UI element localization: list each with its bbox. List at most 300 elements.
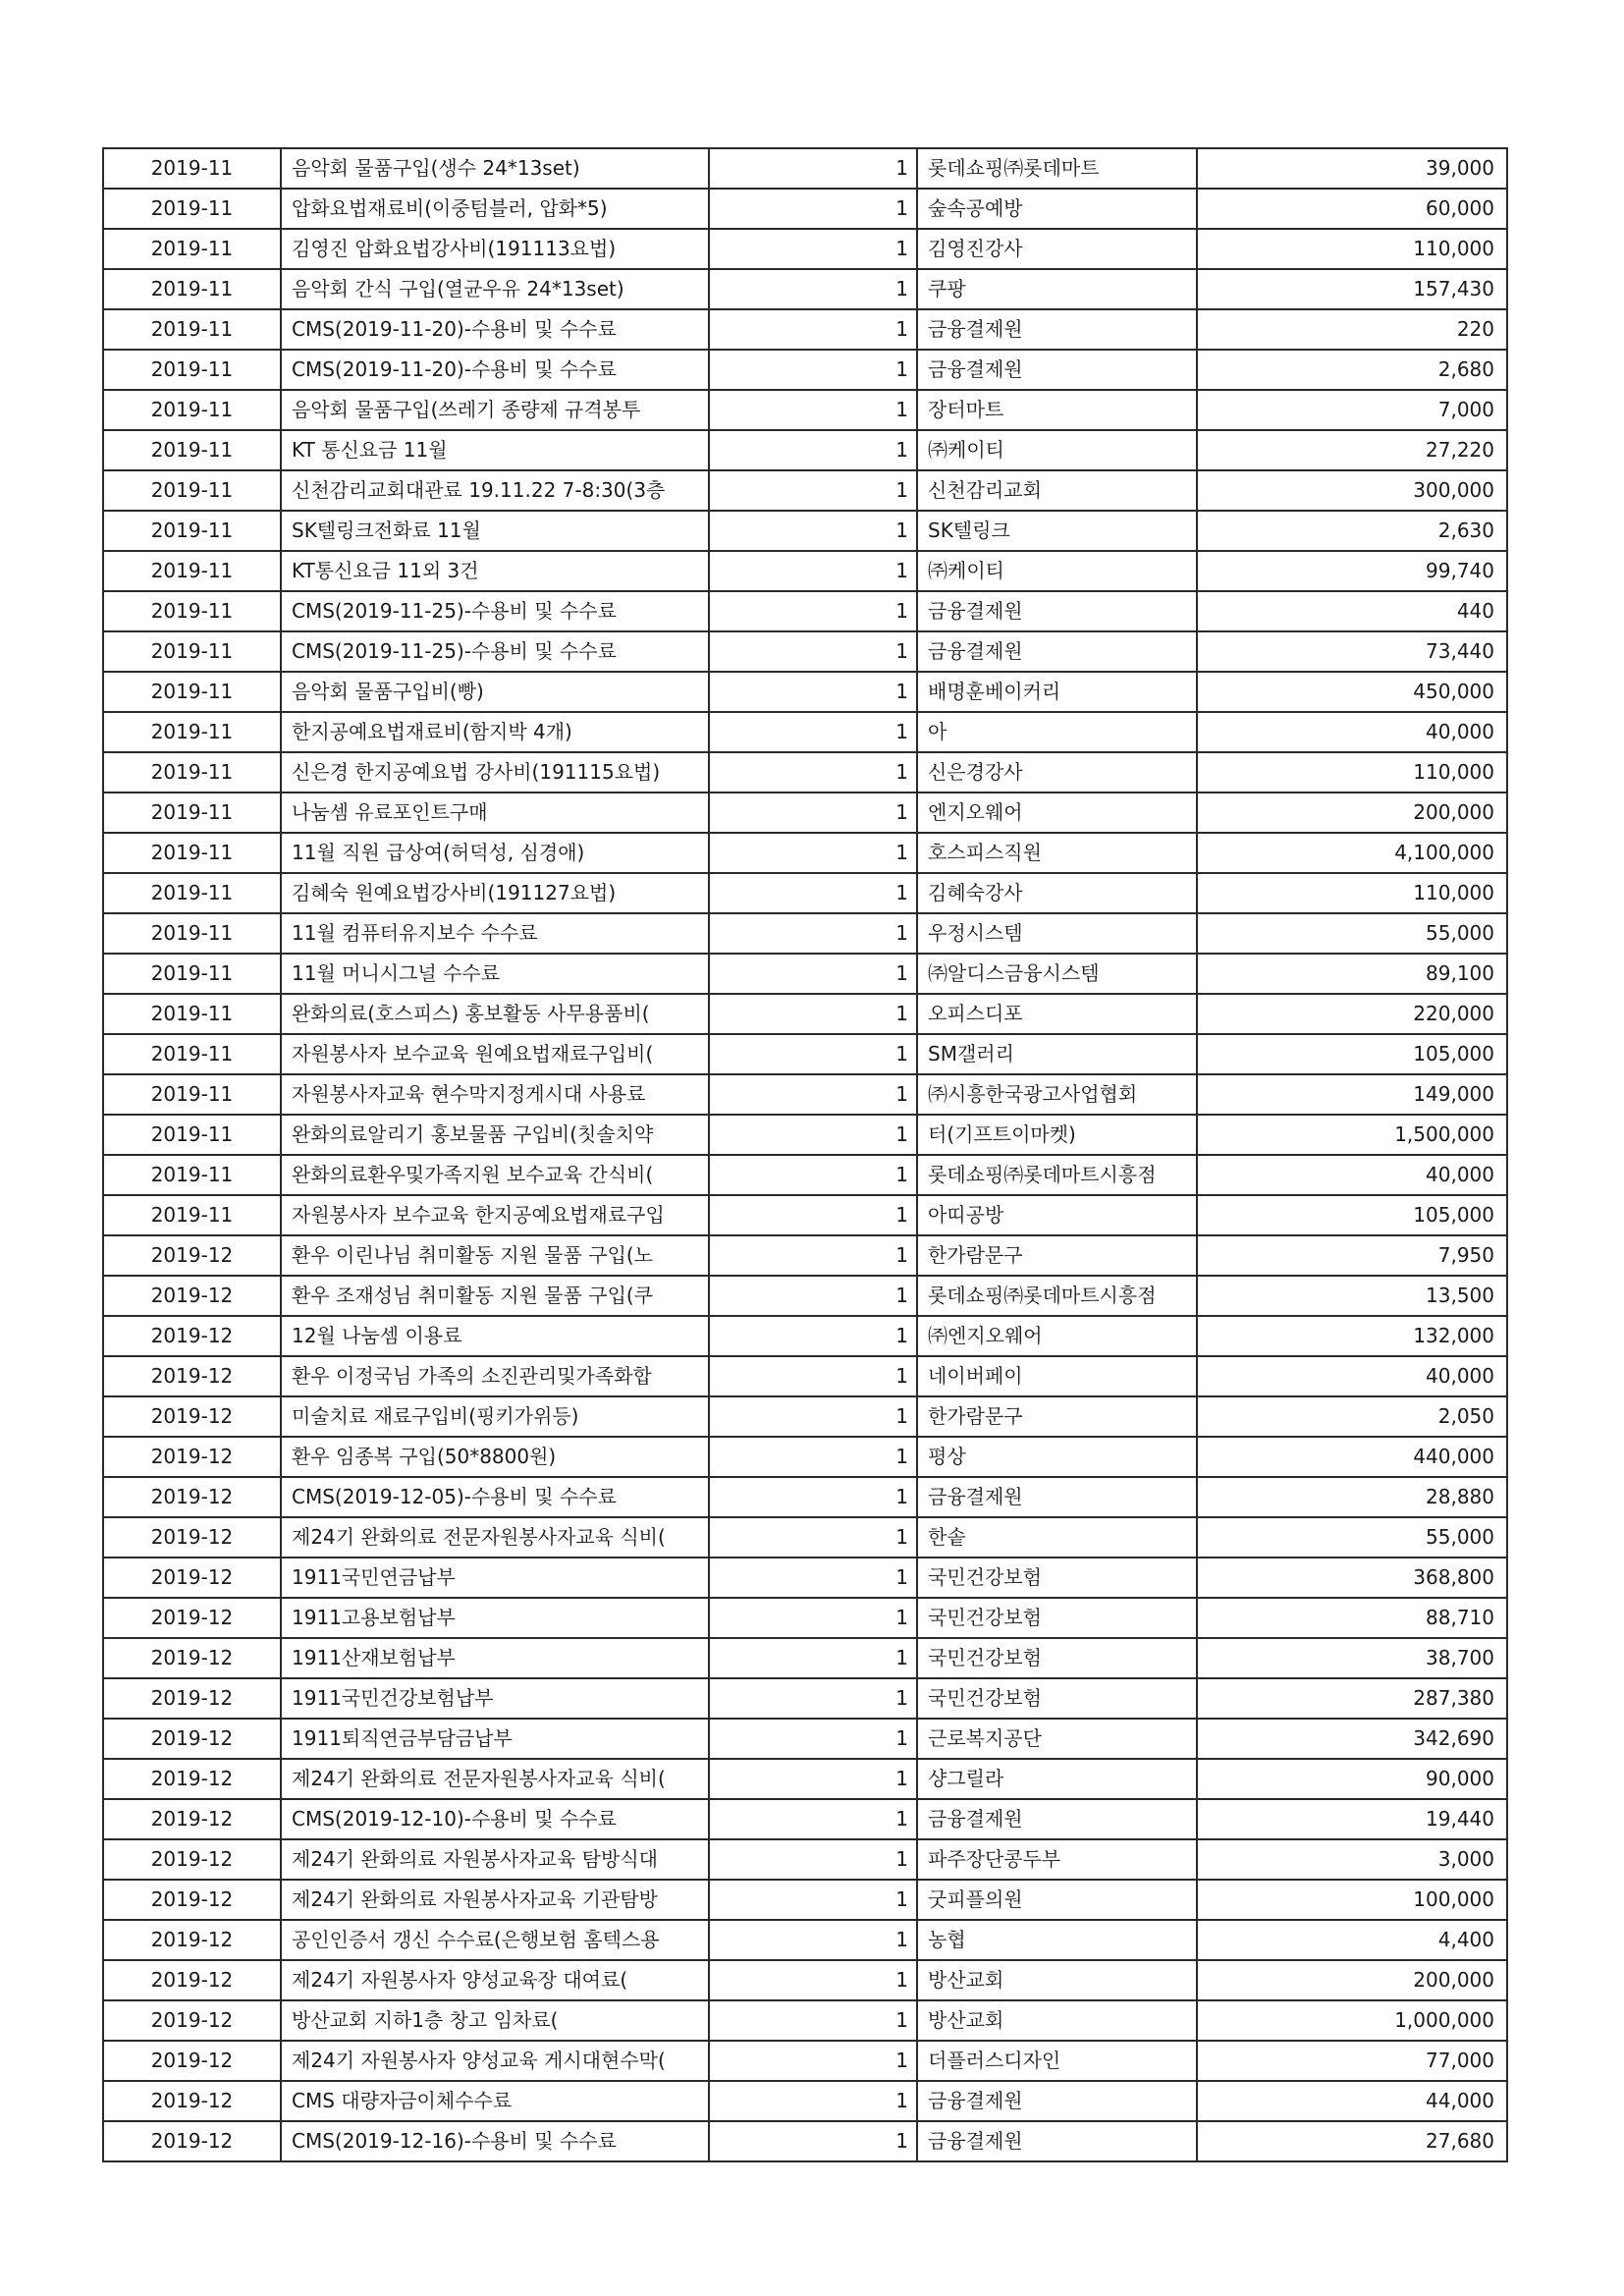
quantity-cell: 1 bbox=[709, 1678, 917, 1719]
month-cell: 2019-12 bbox=[103, 1356, 281, 1396]
month-cell: 2019-11 bbox=[103, 793, 281, 833]
table-row bbox=[103, 1356, 1507, 1396]
quantity-cell: 1 bbox=[709, 1960, 917, 2000]
vendor-cell: 금융결제원 bbox=[917, 591, 1197, 631]
description-cell: 1911산재보험납부 bbox=[281, 1638, 709, 1678]
quantity-cell: 1 bbox=[709, 1477, 917, 1517]
vendor-cell: 김영진강사 bbox=[917, 229, 1197, 269]
amount-cell: 110,000 bbox=[1197, 752, 1507, 793]
month-cell: 2019-11 bbox=[103, 873, 281, 913]
quantity-cell: 1 bbox=[709, 1155, 917, 1195]
month-cell: 2019-11 bbox=[103, 551, 281, 591]
description-cell: 제24기 완화의료 전문자원봉사자교육 식비( bbox=[281, 1759, 709, 1799]
table-row bbox=[103, 229, 1507, 269]
month-cell: 2019-11 bbox=[103, 1155, 281, 1195]
amount-cell: 300,000 bbox=[1197, 470, 1507, 511]
vendor-cell: ㈜엔지오웨어 bbox=[917, 1316, 1197, 1356]
amount-cell: 4,100,000 bbox=[1197, 833, 1507, 873]
month-cell: 2019-12 bbox=[103, 2000, 281, 2041]
quantity-cell: 1 bbox=[709, 1920, 917, 1960]
amount-cell: 27,680 bbox=[1197, 2121, 1507, 2161]
month-cell: 2019-12 bbox=[103, 1799, 281, 1839]
description-cell: 음악회 물품구입(쓰레기 종량제 규격봉투 bbox=[281, 390, 709, 430]
amount-cell: 13,500 bbox=[1197, 1276, 1507, 1316]
vendor-cell: 터(기프트이마켓) bbox=[917, 1115, 1197, 1155]
quantity-cell: 1 bbox=[709, 1719, 917, 1759]
table-row bbox=[103, 2000, 1507, 2041]
description-cell: 12월 나눔셈 이용료 bbox=[281, 1316, 709, 1356]
month-cell: 2019-12 bbox=[103, 1920, 281, 1960]
table-row bbox=[103, 954, 1507, 994]
quantity-cell: 1 bbox=[709, 1316, 917, 1356]
table-row bbox=[103, 269, 1507, 309]
vendor-cell: 국민건강보험 bbox=[917, 1638, 1197, 1678]
vendor-cell: 금융결제원 bbox=[917, 1799, 1197, 1839]
amount-cell: 28,880 bbox=[1197, 1477, 1507, 1517]
table-row bbox=[103, 189, 1507, 229]
vendor-cell: ㈜케이티 bbox=[917, 551, 1197, 591]
description-cell: CMS(2019-12-16)-수용비 및 수수료 bbox=[281, 2121, 709, 2161]
description-cell: 자원봉사자 보수교육 한지공예요법재료구입 bbox=[281, 1195, 709, 1235]
month-cell: 2019-11 bbox=[103, 269, 281, 309]
description-cell: CMS(2019-11-25)-수용비 및 수수료 bbox=[281, 591, 709, 631]
description-cell: 제24기 완화의료 자원봉사자교육 탐방식대 bbox=[281, 1839, 709, 1880]
description-cell: CMS(2019-11-20)-수용비 및 수수료 bbox=[281, 350, 709, 390]
description-cell: 미술치료 재료구입비(핑키가위등) bbox=[281, 1396, 709, 1437]
quantity-cell: 1 bbox=[709, 390, 917, 430]
vendor-cell: 평상 bbox=[917, 1437, 1197, 1477]
month-cell: 2019-11 bbox=[103, 430, 281, 470]
table-row bbox=[103, 793, 1507, 833]
table-row bbox=[103, 551, 1507, 591]
vendor-cell: 네이버페이 bbox=[917, 1356, 1197, 1396]
table-row bbox=[103, 1799, 1507, 1839]
table-row bbox=[103, 1477, 1507, 1517]
quantity-cell: 1 bbox=[709, 1074, 917, 1115]
description-cell: 환우 이정국님 가족의 소진관리및가족화합 bbox=[281, 1356, 709, 1396]
description-cell: 환우 이린나님 취미활동 지원 물품 구입(노 bbox=[281, 1235, 709, 1276]
quantity-cell: 1 bbox=[709, 430, 917, 470]
month-cell: 2019-11 bbox=[103, 712, 281, 752]
vendor-cell: 근로복지공단 bbox=[917, 1719, 1197, 1759]
amount-cell: 7,950 bbox=[1197, 1235, 1507, 1276]
amount-cell: 40,000 bbox=[1197, 1356, 1507, 1396]
vendor-cell: 국민건강보험 bbox=[917, 1598, 1197, 1638]
table-row bbox=[103, 712, 1507, 752]
description-cell: 제24기 자원봉사자 양성교육 게시대현수막( bbox=[281, 2041, 709, 2081]
amount-cell: 110,000 bbox=[1197, 873, 1507, 913]
month-cell: 2019-12 bbox=[103, 1517, 281, 1558]
month-cell: 2019-12 bbox=[103, 1960, 281, 2000]
month-cell: 2019-11 bbox=[103, 309, 281, 350]
amount-cell: 3,000 bbox=[1197, 1839, 1507, 1880]
table-row bbox=[103, 1235, 1507, 1276]
month-cell: 2019-11 bbox=[103, 511, 281, 551]
quantity-cell: 1 bbox=[709, 1638, 917, 1678]
description-cell: 방산교회 지하1층 창고 임차료( bbox=[281, 2000, 709, 2041]
amount-cell: 132,000 bbox=[1197, 1316, 1507, 1356]
amount-cell: 440 bbox=[1197, 591, 1507, 631]
quantity-cell: 1 bbox=[709, 994, 917, 1034]
description-cell: 완화의료환우및가족지원 보수교육 간식비( bbox=[281, 1155, 709, 1195]
description-cell: 완화의료(호스피스) 홍보활동 사무용품비( bbox=[281, 994, 709, 1034]
table-row bbox=[103, 350, 1507, 390]
month-cell: 2019-11 bbox=[103, 229, 281, 269]
description-cell: 자원봉사자 보수교육 원예요법재료구입비( bbox=[281, 1034, 709, 1074]
quantity-cell: 1 bbox=[709, 1437, 917, 1477]
month-cell: 2019-12 bbox=[103, 1477, 281, 1517]
vendor-cell: 샹그릴라 bbox=[917, 1759, 1197, 1799]
table-row bbox=[103, 1437, 1507, 1477]
quantity-cell: 1 bbox=[709, 1759, 917, 1799]
quantity-cell: 1 bbox=[709, 1517, 917, 1558]
quantity-cell: 1 bbox=[709, 1598, 917, 1638]
table-row bbox=[103, 1155, 1507, 1195]
description-cell: 한지공예요법재료비(함지박 4개) bbox=[281, 712, 709, 752]
vendor-cell: SK텔링크 bbox=[917, 511, 1197, 551]
quantity-cell: 1 bbox=[709, 148, 917, 189]
vendor-cell: 금융결제원 bbox=[917, 350, 1197, 390]
description-cell: 11월 머니시그널 수수료 bbox=[281, 954, 709, 994]
quantity-cell: 1 bbox=[709, 913, 917, 954]
table-row bbox=[103, 752, 1507, 793]
quantity-cell: 1 bbox=[709, 873, 917, 913]
quantity-cell: 1 bbox=[709, 2121, 917, 2161]
quantity-cell: 1 bbox=[709, 189, 917, 229]
quantity-cell: 1 bbox=[709, 1115, 917, 1155]
table-row bbox=[103, 1759, 1507, 1799]
vendor-cell: 국민건강보험 bbox=[917, 1678, 1197, 1719]
description-cell: KT 통신요금 11월 bbox=[281, 430, 709, 470]
amount-cell: 77,000 bbox=[1197, 2041, 1507, 2081]
amount-cell: 2,630 bbox=[1197, 511, 1507, 551]
description-cell: 1911국민연금납부 bbox=[281, 1558, 709, 1598]
description-cell: 1911퇴직연금부담금납부 bbox=[281, 1719, 709, 1759]
quantity-cell: 1 bbox=[709, 833, 917, 873]
description-cell: CMS(2019-12-10)-수용비 및 수수료 bbox=[281, 1799, 709, 1839]
vendor-cell: SM갤러리 bbox=[917, 1034, 1197, 1074]
vendor-cell: 금융결제원 bbox=[917, 2081, 1197, 2121]
table-row bbox=[103, 1517, 1507, 1558]
description-cell: 자원봉사자교육 현수막지정게시대 사용료 bbox=[281, 1074, 709, 1115]
description-cell: 완화의료알리기 홍보물품 구입비(칫솔치약 bbox=[281, 1115, 709, 1155]
month-cell: 2019-12 bbox=[103, 2041, 281, 2081]
month-cell: 2019-11 bbox=[103, 350, 281, 390]
amount-cell: 200,000 bbox=[1197, 1960, 1507, 2000]
vendor-cell: 롯데쇼핑㈜롯데마트시흥점 bbox=[917, 1276, 1197, 1316]
amount-cell: 19,440 bbox=[1197, 1799, 1507, 1839]
description-cell: 11월 컴퓨터유지보수 수수료 bbox=[281, 913, 709, 954]
month-cell: 2019-11 bbox=[103, 752, 281, 793]
vendor-cell: 금융결제원 bbox=[917, 2121, 1197, 2161]
description-cell: 음악회 물품구입비(빵) bbox=[281, 672, 709, 712]
table-row bbox=[103, 390, 1507, 430]
description-cell: CMS 대량자금이체수수료 bbox=[281, 2081, 709, 2121]
vendor-cell: ㈜시흥한국광고사업협회 bbox=[917, 1074, 1197, 1115]
vendor-cell: 호스피스직원 bbox=[917, 833, 1197, 873]
quantity-cell: 1 bbox=[709, 470, 917, 511]
description-cell: 환우 임종복 구입(50*8800원) bbox=[281, 1437, 709, 1477]
quantity-cell: 1 bbox=[709, 511, 917, 551]
vendor-cell: 파주장단콩두부 bbox=[917, 1839, 1197, 1880]
quantity-cell: 1 bbox=[709, 954, 917, 994]
month-cell: 2019-11 bbox=[103, 189, 281, 229]
quantity-cell: 1 bbox=[709, 631, 917, 672]
vendor-cell: 롯데쇼핑㈜롯데마트시흥점 bbox=[917, 1155, 1197, 1195]
month-cell: 2019-11 bbox=[103, 672, 281, 712]
month-cell: 2019-11 bbox=[103, 591, 281, 631]
month-cell: 2019-11 bbox=[103, 1034, 281, 1074]
month-cell: 2019-12 bbox=[103, 1235, 281, 1276]
month-cell: 2019-11 bbox=[103, 631, 281, 672]
quantity-cell: 1 bbox=[709, 591, 917, 631]
vendor-cell: 굿피플의원 bbox=[917, 1880, 1197, 1920]
quantity-cell: 1 bbox=[709, 1356, 917, 1396]
amount-cell: 99,740 bbox=[1197, 551, 1507, 591]
month-cell: 2019-12 bbox=[103, 1839, 281, 1880]
month-cell: 2019-12 bbox=[103, 1558, 281, 1598]
quantity-cell: 1 bbox=[709, 269, 917, 309]
quantity-cell: 1 bbox=[709, 1235, 917, 1276]
table-row bbox=[103, 1558, 1507, 1598]
table-row bbox=[103, 631, 1507, 672]
vendor-cell: 한솥 bbox=[917, 1517, 1197, 1558]
month-cell: 2019-12 bbox=[103, 1396, 281, 1437]
expense-ledger-table bbox=[102, 147, 1508, 2162]
quantity-cell: 1 bbox=[709, 2081, 917, 2121]
table-row bbox=[103, 511, 1507, 551]
table-row bbox=[103, 430, 1507, 470]
amount-cell: 100,000 bbox=[1197, 1880, 1507, 1920]
description-cell: CMS(2019-12-05)-수용비 및 수수료 bbox=[281, 1477, 709, 1517]
amount-cell: 440,000 bbox=[1197, 1437, 1507, 1477]
amount-cell: 287,380 bbox=[1197, 1678, 1507, 1719]
month-cell: 2019-12 bbox=[103, 1638, 281, 1678]
description-cell: SK텔링크전화료 11월 bbox=[281, 511, 709, 551]
vendor-cell: 아 bbox=[917, 712, 1197, 752]
amount-cell: 89,100 bbox=[1197, 954, 1507, 994]
amount-cell: 88,710 bbox=[1197, 1598, 1507, 1638]
vendor-cell: 신은경강사 bbox=[917, 752, 1197, 793]
table-row bbox=[103, 1316, 1507, 1356]
vendor-cell: 금융결제원 bbox=[917, 631, 1197, 672]
amount-cell: 157,430 bbox=[1197, 269, 1507, 309]
amount-cell: 4,400 bbox=[1197, 1920, 1507, 1960]
quantity-cell: 1 bbox=[709, 350, 917, 390]
description-cell: 제24기 완화의료 자원봉사자교육 기관탐방 bbox=[281, 1880, 709, 1920]
quantity-cell: 1 bbox=[709, 1799, 917, 1839]
table-row bbox=[103, 833, 1507, 873]
month-cell: 2019-11 bbox=[103, 954, 281, 994]
quantity-cell: 1 bbox=[709, 1880, 917, 1920]
description-cell: 김영진 압화요법강사비(191113요법) bbox=[281, 229, 709, 269]
month-cell: 2019-12 bbox=[103, 1678, 281, 1719]
table-row bbox=[103, 591, 1507, 631]
month-cell: 2019-12 bbox=[103, 1276, 281, 1316]
month-cell: 2019-11 bbox=[103, 833, 281, 873]
amount-cell: 40,000 bbox=[1197, 1155, 1507, 1195]
table-row bbox=[103, 1195, 1507, 1235]
amount-cell: 105,000 bbox=[1197, 1034, 1507, 1074]
vendor-cell: 국민건강보험 bbox=[917, 1558, 1197, 1598]
amount-cell: 55,000 bbox=[1197, 1517, 1507, 1558]
description-cell: 1911고용보험납부 bbox=[281, 1598, 709, 1638]
amount-cell: 39,000 bbox=[1197, 148, 1507, 189]
table-row bbox=[103, 1880, 1507, 1920]
vendor-cell: 쿠팡 bbox=[917, 269, 1197, 309]
quantity-cell: 1 bbox=[709, 2041, 917, 2081]
amount-cell: 200,000 bbox=[1197, 793, 1507, 833]
quantity-cell: 1 bbox=[709, 229, 917, 269]
month-cell: 2019-12 bbox=[103, 1719, 281, 1759]
month-cell: 2019-11 bbox=[103, 148, 281, 189]
vendor-cell: 한가람문구 bbox=[917, 1235, 1197, 1276]
amount-cell: 342,690 bbox=[1197, 1719, 1507, 1759]
ledger-body bbox=[103, 148, 1507, 2161]
description-cell: 음악회 간식 구입(열균우유 24*13set) bbox=[281, 269, 709, 309]
vendor-cell: 금융결제원 bbox=[917, 1477, 1197, 1517]
month-cell: 2019-12 bbox=[103, 2081, 281, 2121]
vendor-cell: 김혜숙강사 bbox=[917, 873, 1197, 913]
month-cell: 2019-11 bbox=[103, 1195, 281, 1235]
table-row bbox=[103, 148, 1507, 189]
table-row bbox=[103, 1598, 1507, 1638]
vendor-cell: 배명훈베이커리 bbox=[917, 672, 1197, 712]
table-row bbox=[103, 1920, 1507, 1960]
description-cell: 공인인증서 갱신 수수료(은행보험 홈텍스용 bbox=[281, 1920, 709, 1960]
month-cell: 2019-11 bbox=[103, 1115, 281, 1155]
amount-cell: 40,000 bbox=[1197, 712, 1507, 752]
quantity-cell: 1 bbox=[709, 1195, 917, 1235]
description-cell: KT통신요금 11외 3건 bbox=[281, 551, 709, 591]
table-row bbox=[103, 309, 1507, 350]
vendor-cell: 신천감리교회 bbox=[917, 470, 1197, 511]
month-cell: 2019-12 bbox=[103, 1598, 281, 1638]
description-cell: 신은경 한지공예요법 강사비(191115요법) bbox=[281, 752, 709, 793]
description-cell: 김혜숙 원예요법강사비(191127요법) bbox=[281, 873, 709, 913]
amount-cell: 2,680 bbox=[1197, 350, 1507, 390]
table-row bbox=[103, 2121, 1507, 2161]
month-cell: 2019-12 bbox=[103, 1437, 281, 1477]
vendor-cell: 우정시스템 bbox=[917, 913, 1197, 954]
vendor-cell: 엔지오웨어 bbox=[917, 793, 1197, 833]
description-cell: 제24기 완화의료 전문자원봉사자교육 식비( bbox=[281, 1517, 709, 1558]
month-cell: 2019-11 bbox=[103, 994, 281, 1034]
month-cell: 2019-11 bbox=[103, 390, 281, 430]
quantity-cell: 1 bbox=[709, 752, 917, 793]
vendor-cell: ㈜알디스금융시스템 bbox=[917, 954, 1197, 994]
table-row bbox=[103, 2041, 1507, 2081]
vendor-cell: 농협 bbox=[917, 1920, 1197, 1960]
quantity-cell: 1 bbox=[709, 1558, 917, 1598]
table-row bbox=[103, 1719, 1507, 1759]
table-row bbox=[103, 1034, 1507, 1074]
amount-cell: 55,000 bbox=[1197, 913, 1507, 954]
description-cell: 음악회 물품구입(생수 24*13set) bbox=[281, 148, 709, 189]
vendor-cell: 숲속공예방 bbox=[917, 189, 1197, 229]
quantity-cell: 1 bbox=[709, 551, 917, 591]
month-cell: 2019-11 bbox=[103, 1074, 281, 1115]
amount-cell: 368,800 bbox=[1197, 1558, 1507, 1598]
quantity-cell: 1 bbox=[709, 793, 917, 833]
description-cell: CMS(2019-11-25)-수용비 및 수수료 bbox=[281, 631, 709, 672]
quantity-cell: 1 bbox=[709, 1034, 917, 1074]
month-cell: 2019-12 bbox=[103, 1759, 281, 1799]
quantity-cell: 1 bbox=[709, 1276, 917, 1316]
amount-cell: 450,000 bbox=[1197, 672, 1507, 712]
vendor-cell: 금융결제원 bbox=[917, 309, 1197, 350]
amount-cell: 149,000 bbox=[1197, 1074, 1507, 1115]
amount-cell: 73,440 bbox=[1197, 631, 1507, 672]
description-cell: 압화요법재료비(이중텀블러, 압화*5) bbox=[281, 189, 709, 229]
table-row bbox=[103, 1638, 1507, 1678]
amount-cell: 38,700 bbox=[1197, 1638, 1507, 1678]
amount-cell: 44,000 bbox=[1197, 2081, 1507, 2121]
amount-cell: 110,000 bbox=[1197, 229, 1507, 269]
description-cell: 신천감리교회대관료 19.11.22 7-8:30(3층 bbox=[281, 470, 709, 511]
table-row bbox=[103, 1678, 1507, 1719]
description-cell: 제24기 자원봉사자 양성교육장 대여료( bbox=[281, 1960, 709, 2000]
amount-cell: 60,000 bbox=[1197, 189, 1507, 229]
vendor-cell: 아띠공방 bbox=[917, 1195, 1197, 1235]
amount-cell: 2,050 bbox=[1197, 1396, 1507, 1437]
amount-cell: 105,000 bbox=[1197, 1195, 1507, 1235]
quantity-cell: 1 bbox=[709, 2000, 917, 2041]
vendor-cell: 더플러스디자인 bbox=[917, 2041, 1197, 2081]
month-cell: 2019-11 bbox=[103, 913, 281, 954]
quantity-cell: 1 bbox=[709, 1839, 917, 1880]
vendor-cell: 롯데쇼핑㈜롯데마트 bbox=[917, 148, 1197, 189]
month-cell: 2019-12 bbox=[103, 2121, 281, 2161]
table-row bbox=[103, 913, 1507, 954]
table-row bbox=[103, 1074, 1507, 1115]
month-cell: 2019-11 bbox=[103, 470, 281, 511]
amount-cell: 220,000 bbox=[1197, 994, 1507, 1034]
vendor-cell: 장터마트 bbox=[917, 390, 1197, 430]
description-cell: 나눔셈 유료포인트구매 bbox=[281, 793, 709, 833]
amount-cell: 27,220 bbox=[1197, 430, 1507, 470]
description-cell: 환우 조재성님 취미활동 지원 물품 구입(쿠 bbox=[281, 1276, 709, 1316]
table-row bbox=[103, 994, 1507, 1034]
description-cell: 1911국민건강보험납부 bbox=[281, 1678, 709, 1719]
table-row bbox=[103, 470, 1507, 511]
amount-cell: 220 bbox=[1197, 309, 1507, 350]
vendor-cell: 한가람문구 bbox=[917, 1396, 1197, 1437]
amount-cell: 1,000,000 bbox=[1197, 2000, 1507, 2041]
vendor-cell: 방산교회 bbox=[917, 2000, 1197, 2041]
quantity-cell: 1 bbox=[709, 309, 917, 350]
amount-cell: 90,000 bbox=[1197, 1759, 1507, 1799]
vendor-cell: 오피스디포 bbox=[917, 994, 1197, 1034]
quantity-cell: 1 bbox=[709, 712, 917, 752]
month-cell: 2019-12 bbox=[103, 1880, 281, 1920]
table-row bbox=[103, 873, 1507, 913]
table-row bbox=[103, 1115, 1507, 1155]
table-row bbox=[103, 1960, 1507, 2000]
table-row bbox=[103, 1276, 1507, 1316]
table-row bbox=[103, 672, 1507, 712]
description-cell: CMS(2019-11-20)-수용비 및 수수료 bbox=[281, 309, 709, 350]
amount-cell: 1,500,000 bbox=[1197, 1115, 1507, 1155]
month-cell: 2019-12 bbox=[103, 1316, 281, 1356]
vendor-cell: 방산교회 bbox=[917, 1960, 1197, 2000]
table-row bbox=[103, 2081, 1507, 2121]
quantity-cell: 1 bbox=[709, 1396, 917, 1437]
quantity-cell: 1 bbox=[709, 672, 917, 712]
table-row bbox=[103, 1396, 1507, 1437]
vendor-cell: ㈜케이티 bbox=[917, 430, 1197, 470]
table-row bbox=[103, 1839, 1507, 1880]
